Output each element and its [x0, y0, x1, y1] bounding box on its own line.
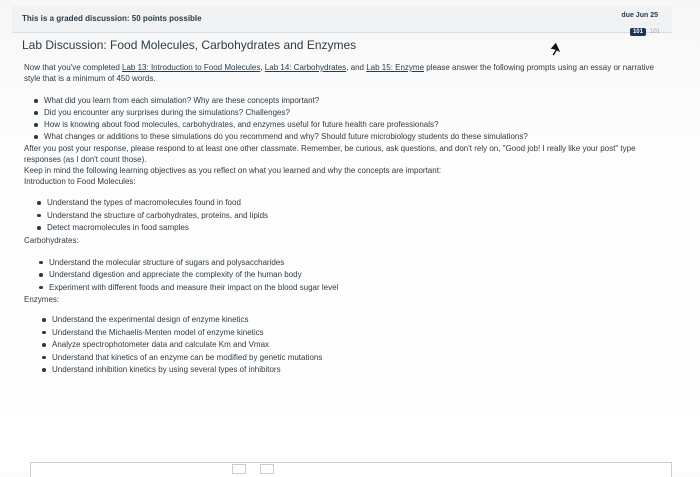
reply-counts [630, 28, 660, 36]
page-title: Lab Discussion: Food Molecules, Carbohydrates and Enzymes [22, 38, 357, 52]
total-replies-count: 101 [649, 29, 660, 35]
list-item: Understand the types of macromolecules found in food [33, 197, 664, 210]
carbohydrate-objectives-list [35, 257, 664, 295]
list-item: Did you encounter any surprises during the simulations? Challenges? [30, 107, 664, 119]
intro-text: Now that you've completed [24, 63, 123, 72]
intro-paragraph [24, 62, 654, 84]
enzyme-objectives-list [38, 314, 664, 377]
list-item: Understand the molecular structure of sugars and polysaccharides [35, 257, 664, 270]
due-date: due Jun 25 [621, 12, 658, 19]
mouse-pointer-icon [547, 41, 563, 57]
response-instructions: After you post your response, please respond to at least one other classmate. Remember, be curious, ask questions, and don't rely on, "Good job! I really like your post" type responses (as I don't count those). [24, 144, 636, 164]
objectives-intro: Keep in mind the following learning objectives as you reflect on what you learned and why the concepts are important: [24, 166, 442, 175]
graded-note: This is a graded discussion: 50 points possible [22, 14, 202, 23]
list-item: Understand digestion and appreciate the complexity of the human body [35, 269, 664, 282]
section-heading-enzymes: Enzymes: [24, 295, 60, 304]
intro-text: please answer the following prompts using an essay or narrative style that is a minimum of 450 words. [24, 63, 654, 83]
reply-toolbar [232, 464, 274, 474]
intro-sep: , [260, 63, 265, 72]
link-lab-14[interactable]: Lab 14: Carbohydrates [264, 63, 347, 72]
unread-replies-badge[interactable]: 101 [630, 28, 646, 36]
reply-editor-box[interactable] [30, 462, 672, 477]
list-item: How is knowing about food molecules, carbohydrates, and enzymes useful for future health care professionals? [30, 119, 664, 131]
editor-toolbar-icon[interactable] [260, 464, 274, 474]
intro-sep: , and [346, 63, 367, 72]
list-item: Understand that kinetics of an enzyme can be modified by genetic mutations [38, 352, 664, 365]
list-item: Understand inhibition kinetics by using several types of inhibitors [38, 364, 664, 377]
link-lab-13[interactable]: Lab 13: Introduction to Food Molecules [122, 63, 261, 72]
discussion-body [24, 62, 664, 377]
link-lab-15[interactable]: Lab 15: Enzyme [366, 63, 425, 72]
section-heading-carbohydrates: Carbohydrates: [24, 235, 79, 245]
section-heading-food: Introduction to Food Molecules: [24, 177, 136, 186]
list-item: Understand the experimental design of enzyme kinetics [38, 314, 664, 327]
list-item: What changes or additions to these simulations do you recommend and why? Should future microbiology students do these simulations? [30, 131, 664, 143]
list-item: Detect macromolecules in food samples [33, 222, 664, 235]
list-item: Analyze spectrophotometer data and calculate Km and Vmax [38, 339, 664, 352]
list-item: Understand the structure of carbohydrates, proteins, and lipids [33, 210, 664, 223]
food-objectives-list [33, 197, 664, 235]
list-item: Understand the Michaelis-Menten model of enzyme kinetics [38, 327, 664, 340]
editor-toolbar-icon[interactable] [232, 464, 246, 474]
list-item: Experiment with different foods and measure their impact on the blood sugar level [35, 282, 664, 295]
prompt-list [30, 95, 664, 143]
list-item: What did you learn from each simulation? Why are these concepts important? [30, 95, 664, 107]
